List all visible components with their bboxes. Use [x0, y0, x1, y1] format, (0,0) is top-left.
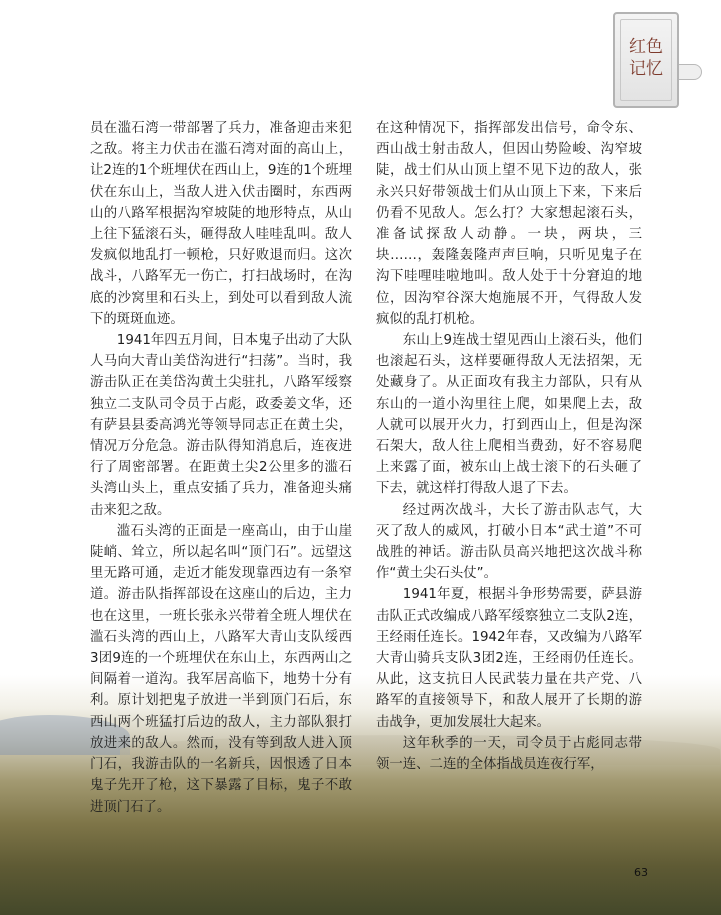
paragraph: 1941年夏，根据斗争形势需要，萨县游击队正式改编成八路军绥察独立二支队2连，王经雨任连长。1942年春，又改编为八路军大青山骑兵支队3团2连，王经雨仍任连长。从此，这支抗日人民武装力量在共产党、八路军的直接领导下，和敌人展开了长期的游击战争，更加发展壮大起来。	[376, 587, 642, 730]
page-number: 63	[634, 866, 648, 879]
badge-line-2: 记忆	[629, 59, 663, 79]
left-text-column	[90, 118, 352, 818]
paragraph: 在这种情况下，指挥部发出信号，命令东、西山战士射击敌人，但因山势险峻、沟窄坡陡，战士们从山顶上望不见下边的敌人，张永兴只好带领战士们从山顶上下来，下来后仍看不见敌人。怎么打？大家想起滚石头，准备试探敌人动静。一块，两块，三块……，轰隆轰隆声声巨响，只听见鬼子在沟下哇哩哇啦地叫。敌人处于十分窘迫的地位，因沟窄谷深大炮施展不开，气得敌人发疯似的乱打机枪。	[376, 121, 642, 327]
right-text-column	[376, 118, 642, 775]
paragraph: 员在滥石湾一带部署了兵力，准备迎击来犯之敌。将主力伏击在滥石湾对面的高山上，让2连的1个班埋伏在西山上，9连的1个班埋伏在东山上，当敌人进入伏击圈时，东西两山的八路军根据沟窄坡陡的地形特点，从山上往下猛滚石头，砸得敌人哇哇乱叫。敌人发疯似地乱打一顿枪，只好败退而归。这次战斗，八路军无一伤亡，打扫战场时，在沟底的沙窝里和石头上，到处可以看到敌人流下的斑斑血迹。	[90, 121, 352, 327]
paragraph: 东山上9连战士望见西山上滚石头，他们也滚起石头，这样要砸得敌人无法招架，无处藏身了。从正面攻有我主力部队，只有从东山的一道小沟里往上爬，如果爬上去，敌人就可以展开火力，打到西山上，但是沟深石架大，敌人往上爬相当费劲，好不容易爬上来露了面，被东山上战士滚下的石头砸了下去，就这样打得敌人退了下去。	[376, 333, 642, 497]
paragraph: 滥石头湾的正面是一座高山，由于山崖陡峭、耸立，所以起名叫“顶门石”。远望这里无路可通，走近才能发现靠西边有一条窄道。游击队指挥部设在这座山的后边，主力也在这里，一班长张永兴带着全班人埋伏在滥石头湾的西山上，八路军大青山支队绥西3团9连的一个班埋伏在东山上，东西两山之间隔着一道沟。我军居高临下，地势十分有利。原计划把鬼子放进一半到顶门石后，东西山两个班猛打后边的敌人，主力部队狠打放进来的敌人。然而，没有等到敌人进入顶门石，我游击队的一名新兵，因恨透了日本鬼子先开了枪，这下暴露了目标，鬼子不敢进顶门石了。	[90, 523, 352, 815]
badge-line-1: 红色	[629, 37, 663, 57]
paragraph: 1941年四五月间，日本鬼子出动了大队人马向大青山美岱沟进行“扫荡”。当时，我游击队正在美岱沟黄土尖驻扎，八路军绥察独立二支队司令员于占彪，政委姜文华，还有萨县县委高鸿光等领导同志正在黄土尖，情况万分危急。游击队得知消息后，连夜进行了周密部署。在距黄土尖2公里多的滥石头湾山头上，重点安插了兵力，准备迎头痛击来犯之敌。	[90, 333, 352, 518]
section-badge	[613, 12, 679, 108]
paragraph: 经过两次战斗，大长了游击队志气，大灭了敌人的威风，打破小日本“武士道”不可战胜的神话。游击队员高兴地把这次战斗称作“黄土尖石头仗”。	[376, 502, 642, 582]
paragraph: 这年秋季的一天，司令员于占彪同志带领一连、二连的全体指战员连夜行军，	[376, 735, 642, 773]
